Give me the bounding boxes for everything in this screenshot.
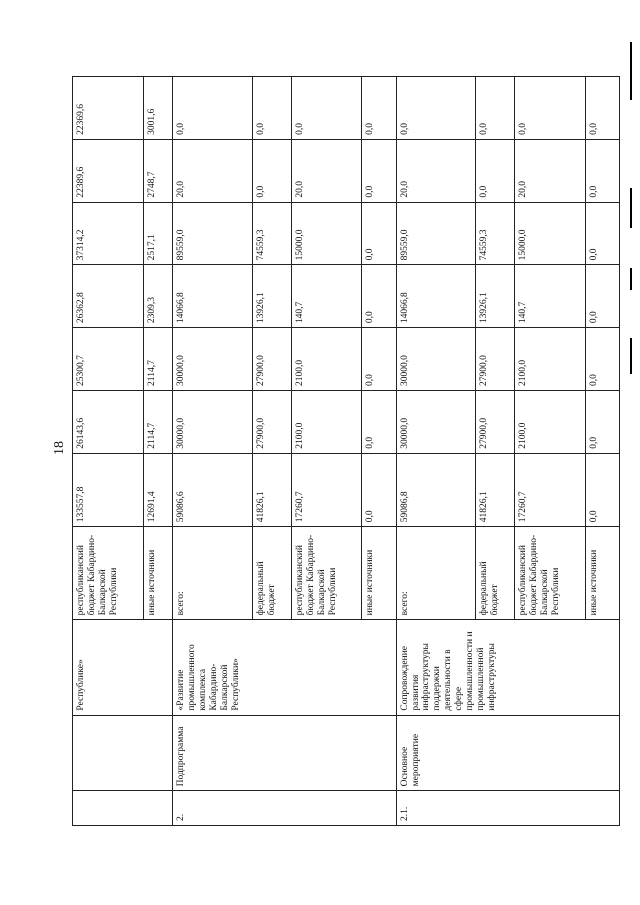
- cell-value: 30000,0: [173, 328, 253, 391]
- cell-value: 0,0: [585, 139, 619, 202]
- cell-value: 22369,6: [73, 77, 144, 140]
- cell-value: 14066,8: [396, 265, 476, 328]
- cell-value: 0,0: [362, 390, 396, 453]
- cell-source: федеральный бюджет: [253, 527, 292, 620]
- cell-value: 0,0: [362, 328, 396, 391]
- cell-value: 2100,0: [515, 328, 586, 391]
- cell-value: 41826,1: [476, 453, 515, 527]
- rotated-table-container: [72, 76, 620, 826]
- cell-value: 89559,0: [396, 202, 476, 265]
- cell-value: 41826,1: [253, 453, 292, 527]
- cell-value: 15000,0: [291, 202, 362, 265]
- cell-value: 0,0: [585, 265, 619, 328]
- cell-value: 0,0: [253, 77, 292, 140]
- cell-source: иные источники: [143, 527, 173, 620]
- cell-value: 133557,8: [73, 453, 144, 527]
- cell-value: 17260,7: [515, 453, 586, 527]
- cell-value: 20,0: [291, 139, 362, 202]
- cell-value: 13926,1: [476, 265, 515, 328]
- cell-value: 30000,0: [396, 390, 476, 453]
- cell-no: 2.: [173, 791, 396, 826]
- cell-source: федеральный бюджет: [476, 527, 515, 620]
- scan-edge-mark: [630, 268, 632, 290]
- cell-no: [73, 791, 173, 826]
- cell-value: 26362,8: [73, 265, 144, 328]
- cell-value: 15000,0: [515, 202, 586, 265]
- cell-source: республиканский бюджет Кабардино-Балкарской Республики: [291, 527, 362, 620]
- cell-value: 2114,7: [143, 390, 173, 453]
- table-row: [173, 77, 253, 826]
- cell-status: Основное мероприятие: [396, 715, 619, 791]
- cell-value: 14066,8: [173, 265, 253, 328]
- cell-value: 20,0: [396, 139, 476, 202]
- cell-value: 0,0: [362, 77, 396, 140]
- cell-value: 0,0: [585, 328, 619, 391]
- cell-name: Сопровождение развития инфраструктуры поддержки деятельности в сфере промышленности и промышленной инфраструктуры: [396, 620, 619, 715]
- cell-value: 0,0: [173, 77, 253, 140]
- cell-value: 25300,7: [73, 328, 144, 391]
- cell-value: 27900,0: [253, 390, 292, 453]
- cell-value: 140,7: [515, 265, 586, 328]
- cell-source: всего:: [396, 527, 476, 620]
- cell-value: 74559,3: [253, 202, 292, 265]
- cell-value: 37314,2: [73, 202, 144, 265]
- cell-source: всего:: [173, 527, 253, 620]
- cell-name: «Развитие промышленного комплекса Кабардино-Балкарской Республики»: [173, 620, 396, 715]
- table-row: [396, 77, 476, 826]
- page-number: 18: [52, 441, 67, 455]
- cell-value: 3001,6: [143, 77, 173, 140]
- cell-value: 0,0: [585, 390, 619, 453]
- cell-value: 22389,6: [73, 139, 144, 202]
- cell-value: 0,0: [291, 77, 362, 140]
- cell-value: 27900,0: [476, 390, 515, 453]
- cell-value: 0,0: [362, 453, 396, 527]
- cell-value: 17260,7: [291, 453, 362, 527]
- cell-value: 27900,0: [253, 328, 292, 391]
- cell-value: 0,0: [476, 77, 515, 140]
- cell-value: 12691,4: [143, 453, 173, 527]
- cell-name: Республике»: [73, 620, 173, 715]
- scan-edge-mark: [630, 338, 632, 374]
- cell-status: Подпрограмма: [173, 715, 396, 791]
- table-row: [73, 77, 144, 826]
- cell-value: 2100,0: [515, 390, 586, 453]
- cell-value: 20,0: [173, 139, 253, 202]
- cell-value: 0,0: [585, 77, 619, 140]
- cell-value: 30000,0: [396, 328, 476, 391]
- cell-value: 0,0: [585, 453, 619, 527]
- cell-value: 0,0: [396, 77, 476, 140]
- cell-value: 2517,1: [143, 202, 173, 265]
- cell-value: 2100,0: [291, 390, 362, 453]
- cell-value: 0,0: [362, 202, 396, 265]
- cell-value: 2100,0: [291, 328, 362, 391]
- cell-source: республиканский бюджет Кабардино-Балкарской Республики: [515, 527, 586, 620]
- cell-value: 0,0: [253, 139, 292, 202]
- cell-value: 2114,7: [143, 328, 173, 391]
- cell-value: 89559,0: [173, 202, 253, 265]
- cell-value: 2748,7: [143, 139, 173, 202]
- cell-no: 2.1.: [396, 791, 619, 826]
- cell-value: 30000,0: [173, 390, 253, 453]
- cell-value: 140,7: [291, 265, 362, 328]
- cell-value: 20,0: [515, 139, 586, 202]
- cell-status: [73, 715, 173, 791]
- cell-value: 0,0: [476, 139, 515, 202]
- cell-source: иные источники: [585, 527, 619, 620]
- cell-value: 13926,1: [253, 265, 292, 328]
- cell-value: 2309,3: [143, 265, 173, 328]
- cell-value: 27900,0: [476, 328, 515, 391]
- cell-value: 0,0: [515, 77, 586, 140]
- cell-value: 0,0: [362, 139, 396, 202]
- cell-value: 59086,8: [396, 453, 476, 527]
- scan-edge-mark: [630, 188, 632, 228]
- table-body: [73, 77, 620, 826]
- scan-edge-mark: [630, 42, 632, 100]
- cell-value: 0,0: [362, 265, 396, 328]
- cell-value: 0,0: [585, 202, 619, 265]
- cell-value: 26143,6: [73, 390, 144, 453]
- cell-source: иные источники: [362, 527, 396, 620]
- cell-source: республиканский бюджет Кабардино-Балкарской Республики: [73, 527, 144, 620]
- cell-value: 59086,6: [173, 453, 253, 527]
- budget-table: [72, 76, 620, 826]
- cell-value: 74559,3: [476, 202, 515, 265]
